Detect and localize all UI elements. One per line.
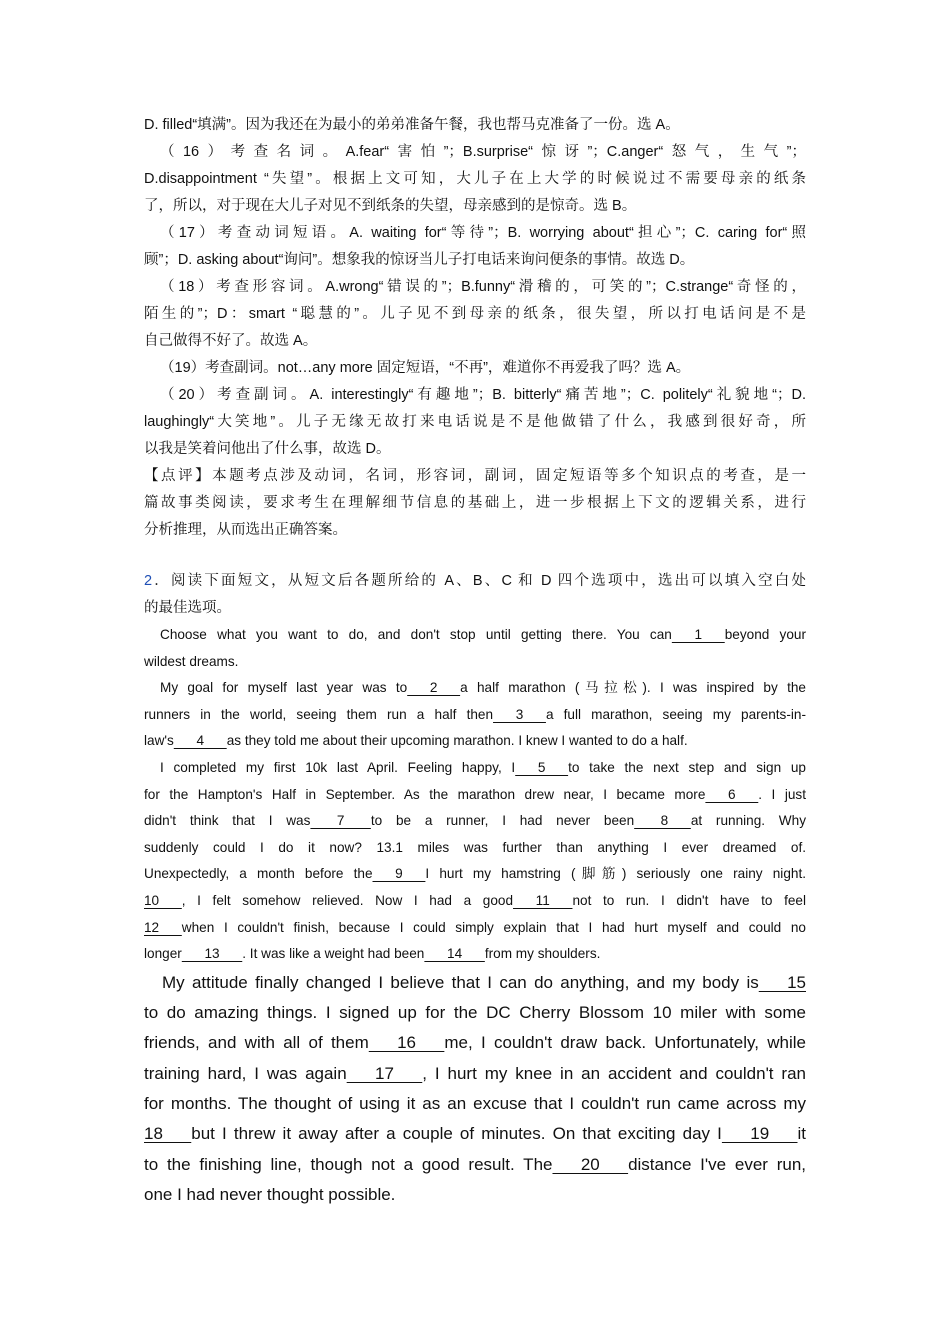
passage-text: but I threw it away after a couple of minutes. On that exciting day I [191,1124,722,1144]
passage-line [144,888,806,915]
explanation-line: 顾”；D. asking about“询问”。想象我的惊讶当儿子打电话来询问便条的事情。故选 D。 [144,252,695,268]
answer-blank-15: 15 [758,972,806,992]
explanation-line: D.disappointment “失望”。根据上文可知，大儿子在上大学的时候说过不需要母亲的纸条 [144,171,806,187]
passage-line-large [144,1028,806,1058]
passage-text: for the Hampton's Half in September. As the marathon drew near, I became more [144,786,706,802]
passage-text: , I hurt my knee in an accident and couldn't ran [422,1063,806,1083]
explanation-line: （18）考查形容词。A.wrong“错误的”；B.funny“滑稽的，可笑的”；C.strange“奇怪的， [160,279,806,295]
answer-blank-10: 10 [144,892,182,908]
comment-line: 【点评】本题考点涉及动词，名词，形容词，副词，固定短语等多个知识点的考查，是一 [144,468,806,484]
passage-line [144,702,806,729]
answer-blank-4: 4 [173,733,227,749]
answer-blank-1: 1 [671,627,725,642]
passage-text: didn't think that I was [144,813,311,829]
question-prompt-cont: 的最佳选项。 [144,600,231,616]
passage-text: runners in the world, seeing them run a half then [144,706,494,722]
passage-line [144,755,806,782]
explanation-line: 陌生的”；D：smart “聪慧的”。儿子见不到母亲的纸条，很失望，所以打电话问是不是 [144,306,806,322]
passage-text: as they told me about their upcoming marathon. I knew I wanted to do a half. [226,733,688,749]
answer-blank-9: 9 [372,866,426,882]
passage-text: longer [144,946,182,962]
answer-blank-2: 2 [407,680,461,696]
passage-line [144,808,806,835]
passage-text: friends, and with all of them [144,1033,369,1053]
passage-text: not to run. I didn't have to feel [572,892,806,908]
passage-text: it [797,1124,806,1144]
passage-line-large [144,1059,806,1089]
passage-text: a full marathon, seeing my parents-in- [545,706,806,722]
passage-text: at running. Why [690,813,806,829]
passage-text: to be a runner, I had never been [370,813,635,829]
answer-blank-20: 20 [552,1154,629,1174]
question-prompt-text: ．阅读下面短文，从短文后各题所给的 A、B、C 和 D 四个选项中，选出可以填入空白处 [152,573,806,589]
explanation-line: D. filled“填满”。因为我还在为最小的弟弟准备午餐，我也帮马克准备了一份。选 A。 [144,117,680,133]
passage-line: suddenly could I do it now? 13.1 miles was further than anything I ever dreamed of. [144,839,806,855]
passage-text: a half marathon (马拉松). I was inspired by the [460,680,806,696]
passage-line-large: to do amazing things. I signed up for the DC Cherry Blossom 10 miler with some [144,1003,806,1023]
passage-text: Choose what you want to do, and don't stop until getting there. You can [160,627,672,642]
passage-line [144,941,806,968]
explanation-line: （19）考查副词。not…any more 固定短语，“不再”，难道你不再爱我了吗？选 A。 [160,360,691,376]
answer-blank-14: 14 [424,946,485,962]
passage-text: me, I couldn't draw back. Unfortunately, while [444,1033,806,1053]
passage-text: beyond your [724,627,806,642]
explanation-line: （20）考查副词。A. interestingly“有趣地”；B. bitterly“痛苦地”；C. politely“礼貌地“；D. [160,387,806,403]
passage-line [144,915,806,942]
answer-blank-19: 19 [721,1124,798,1144]
passage-text: distance I've ever run, [628,1154,806,1174]
passage-line: wildest dreams. [144,653,239,669]
passage-text: , I felt somehow relieved. Now I had a good [181,892,514,908]
passage-text: I completed my first 10k last April. Feeling happy, I [160,759,516,775]
answer-blank-3: 3 [493,706,546,722]
passage-text: training hard, I was again [144,1063,347,1083]
comment-line: 分析推理，从而选出正确答案。 [144,522,347,538]
passage-line-large: for months. The thought of using it as an excuse that I couldn't run came across my [144,1093,806,1113]
passage-text: I hurt my hamstring (脚筋) seriously one rainy night. [425,866,806,882]
question-prompt [144,568,806,595]
passage-text: . I just [758,786,806,802]
passage-line [144,622,806,649]
comment-line: 篇故事类阅读，要求考生在理解细节信息的基础上，进一步根据上下文的逻辑关系，进行 [144,495,806,511]
question-number: 2 [144,573,153,589]
passage-text: My goal for myself last year was to [160,680,408,696]
passage-text: law's [144,733,174,749]
passage-line [144,782,806,809]
answer-blank-18: 18 [144,1124,192,1144]
passage-text: when I couldn't finish, because I could simply explain that I had hurt myself and could no [181,919,806,935]
question-header [144,568,806,622]
answer-blank-8: 8 [634,813,691,829]
answer-blank-17: 17 [346,1063,423,1083]
answer-blank-6: 6 [705,786,759,802]
passage-line-large [144,968,806,998]
answer-blank-5: 5 [515,759,569,775]
passage-text: from my shoulders. [484,946,601,962]
section-spacer [144,544,806,568]
answer-blank-16: 16 [368,1033,445,1053]
reading-passage [144,622,806,1210]
passage-text: . It was like a weight had been [242,946,425,962]
passage-line [144,728,806,755]
explanation-line: laughingly“大笑地”。儿子无缘无故打来电话说是不是他做错了什么，我感到很好奇，所 [144,414,806,430]
passage-line-large [144,1150,806,1180]
passage-line [144,861,806,888]
passage-text: to the finishing line, though not a good result. The [144,1154,553,1174]
explanation-line: 自己做得不好了。故选 A。 [144,333,318,349]
answer-blank-12: 12 [144,919,182,935]
passage-line-large: one I had never thought possible. [144,1184,396,1204]
answer-blank-11: 11 [513,892,573,908]
passage-line-large [144,1119,806,1149]
explanation-section [144,112,806,544]
answer-blank-7: 7 [310,813,371,829]
passage-line [144,675,806,702]
explanation-line: 以我是笑着问他出了什么事，故选 D。 [144,441,391,457]
answer-blank-13: 13 [181,946,243,962]
passage-text: My attitude finally changed I believe that I can do anything, and my body is [162,972,759,992]
passage-text: Unexpectedly, a month before the [144,866,373,882]
explanation-line: 了，所以，对于现在大儿子对见不到纸条的失望，母亲感到的是惊奇。选 B。 [144,198,637,214]
passage-text: to take the next step and sign up [568,759,806,775]
explanation-line: （16）考查名词。A.fear“害怕”；B.surprise“惊讶”；C.anger“怒气，生气”； [160,144,806,160]
document-page [144,112,806,1210]
explanation-line: （17）考查动词短语。A. waiting for“等待”；B. worrying about“担心”；C. caring for“照 [160,225,806,241]
